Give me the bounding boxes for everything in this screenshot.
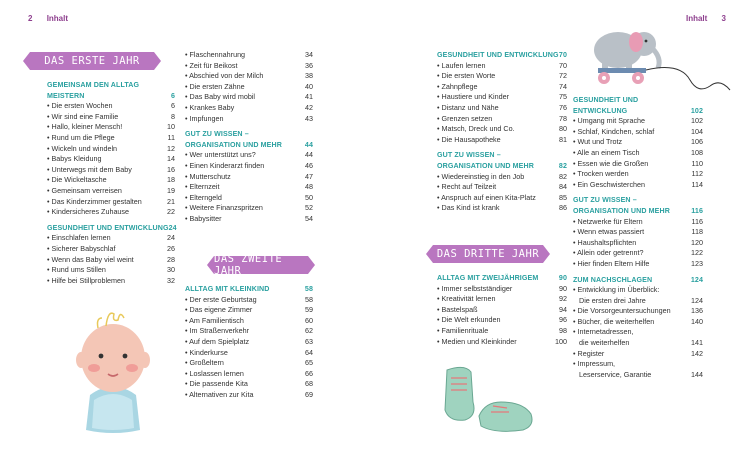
banner-third-year	[433, 245, 543, 263]
toc-entry-page: 58	[305, 294, 313, 304]
toc-entry-title: • Das Kinderzimmer gestalten	[47, 197, 142, 208]
toc-entry-page: 26	[167, 243, 175, 253]
toc-column-3	[437, 50, 567, 214]
toc-entry[interactable]	[185, 172, 313, 183]
toc-entry-title: • Distanz und Nähe	[437, 103, 499, 114]
toc-entry[interactable]	[185, 214, 313, 225]
toc-entry-title: • Mutterschutz	[185, 172, 231, 183]
toc-entry-title: die weiterhelfen	[579, 338, 630, 348]
section-heading[interactable]	[437, 50, 567, 61]
toc-entry-page: 21	[167, 196, 175, 206]
section-heading-line: ZUM NACHSCHLAGEN	[573, 275, 653, 284]
toc-entry-page: 98	[559, 325, 567, 335]
toc-entry-title: • Kindersicheres Zuhause	[47, 207, 129, 218]
toc-entry[interactable]	[573, 127, 703, 138]
toc-entry[interactable]	[573, 317, 703, 328]
toc-entry[interactable]	[47, 276, 175, 287]
toc-entry-title: • Babysitter	[185, 214, 221, 225]
toc-entry-page: 100	[555, 336, 567, 346]
toc-entry[interactable]	[437, 182, 567, 193]
banner-first-year	[30, 52, 154, 70]
toc-entry-title: • Die passende Kita	[185, 379, 248, 390]
toc-entry[interactable]	[185, 71, 313, 82]
toc-entry[interactable]	[573, 248, 703, 259]
section-heading[interactable]	[185, 129, 313, 150]
toc-entry-page: 94	[559, 304, 567, 314]
toc-entry[interactable]	[47, 154, 175, 165]
toc-entry-page: 6	[171, 101, 175, 111]
toc-entry-page: 76	[559, 102, 567, 112]
page-number: 3	[721, 14, 726, 23]
toc-entry[interactable]	[47, 144, 175, 155]
toc-entry-page: 118	[691, 227, 703, 237]
toc-entry[interactable]	[437, 103, 567, 114]
toc-entry[interactable]	[47, 186, 175, 197]
toc-entry-title: • Familienrituale	[437, 326, 488, 337]
toc-entry-title: • Loslassen lernen	[185, 369, 244, 380]
toc-entry-title: • Haustiere und Kinder	[437, 92, 509, 103]
toc-entry-page: 30	[167, 265, 175, 275]
toc-entry[interactable]	[47, 244, 175, 255]
toc-entry-title: • Medien und Kleinkinder	[437, 337, 517, 348]
section-heading-line: ALLTAG MIT ZWEIJÄHRIGEM	[437, 274, 539, 282]
toc-entry-title: • Am Familientisch	[185, 316, 244, 327]
toc-entry-page: 70	[559, 60, 567, 70]
toc-entry-title: • Weitere Finanzspritzen	[185, 203, 263, 214]
toc-entry-page: 112	[691, 169, 703, 179]
toc-entry[interactable]	[573, 349, 703, 360]
toc-entry-title: • Rund um die Pflege	[47, 133, 115, 144]
toc-entry-page: 90	[559, 283, 567, 293]
toc-column-2b	[185, 284, 313, 401]
toc-entry-title: • Zeit für Beikost	[185, 61, 237, 72]
toc-entry-title: Die ersten drei Jahre	[579, 295, 646, 305]
toc-entry[interactable]	[573, 327, 703, 338]
toc-entry-page: 18	[167, 175, 175, 185]
toc-entry[interactable]	[185, 369, 313, 380]
toc-entry-page: 59	[305, 305, 313, 315]
toc-entry[interactable]	[47, 112, 175, 123]
toc-entry-page: 86	[559, 203, 567, 213]
toc-entry-title: • Großeltern	[185, 358, 224, 369]
toc-entry-page: 80	[559, 124, 567, 134]
toc-entry-page: 102	[691, 116, 703, 126]
toc-entry[interactable]	[573, 259, 703, 270]
toc-entry[interactable]	[573, 227, 703, 238]
toc-entry-page: 106	[691, 137, 703, 147]
section-page: 58	[304, 285, 313, 293]
toc-entry-title: • Wenn das Baby viel weint	[47, 255, 134, 266]
toc-entry-title: • Die Wickeltasche	[47, 175, 107, 186]
toc-entry-title: • Recht auf Teilzeit	[437, 182, 496, 193]
header-title: Inhalt	[685, 14, 708, 23]
toc-entry-title: • Im Straßenverkehr	[185, 326, 249, 337]
toc-entry-page: 14	[167, 154, 175, 164]
section-page: 82	[558, 161, 567, 170]
toc-entry[interactable]	[437, 61, 567, 72]
toc-entry[interactable]	[437, 326, 567, 337]
toc-entry-page: 44	[305, 150, 313, 160]
toc-entry-title: • Unterwegs mit dem Baby	[47, 165, 132, 176]
toc-entry[interactable]	[47, 233, 175, 244]
section-heading-line: GEMEINSAM DEN ALLTAG	[47, 81, 140, 89]
section-heading[interactable]	[573, 275, 703, 286]
toc-entry-title: • Zahnpflege	[437, 82, 477, 93]
toc-entry-title: • Hier finden Eltern Hilfe	[573, 259, 649, 270]
toc-entry-title: • Rund ums Stillen	[47, 265, 106, 276]
toc-entry-title: • Einschlafen lernen	[47, 233, 111, 244]
toc-entry-page: 24	[167, 233, 175, 243]
page-number: 2	[28, 14, 33, 23]
toc-entry-page: 36	[305, 60, 313, 70]
section-heading[interactable]	[185, 284, 313, 295]
toc-entry-page: 41	[305, 92, 313, 102]
toc-entry[interactable]	[573, 159, 703, 170]
toc-entry-page: 34	[305, 50, 313, 59]
toc-column-1	[47, 80, 175, 286]
toc-entry[interactable]	[437, 92, 567, 103]
section-heading[interactable]	[573, 195, 703, 216]
toc-entry-page: 28	[167, 254, 175, 264]
toc-entry-page: 142	[691, 348, 703, 358]
toc-entry-page: 74	[559, 81, 567, 91]
toc-entry[interactable]	[437, 203, 567, 214]
toc-entry[interactable]	[437, 294, 567, 305]
toc-entry-page: 60	[305, 315, 313, 325]
toc-entry-page: 144	[691, 369, 703, 379]
toc-column-3b	[437, 273, 567, 347]
toc-entry[interactable]	[437, 172, 567, 183]
toc-entry-title: • Umgang mit Sprache	[573, 116, 645, 127]
banner-label: DAS ERSTE JAHR	[44, 55, 140, 67]
toc-entry[interactable]	[185, 337, 313, 348]
toc-entry-page: 124	[691, 295, 703, 305]
toc-entry-page: 85	[559, 192, 567, 202]
toc-entry[interactable]	[573, 296, 703, 307]
toc-entry-page: 43	[305, 113, 313, 123]
section-heading-line: GUT ZU WISSEN –	[437, 151, 501, 160]
toc-entry-page: 47	[305, 171, 313, 181]
toc-entry-page: 11	[167, 132, 175, 142]
toc-entry-title: • Wenn etwas passiert	[573, 227, 644, 238]
toc-entry-title: • Kinderkurse	[185, 348, 228, 359]
section-heading-line: ALLTAG MIT KLEINKIND	[185, 285, 270, 293]
toc-entry-title: • Trocken werden	[573, 169, 629, 180]
section-heading-line: GUT ZU WISSEN –	[185, 130, 249, 139]
toc-entry-page: 10	[167, 122, 175, 132]
toc-entry[interactable]	[185, 326, 313, 337]
toc-entry[interactable]	[573, 338, 703, 349]
toc-entry-page: 38	[305, 71, 313, 81]
toc-entry-page: 42	[305, 102, 313, 112]
toc-entry[interactable]	[573, 306, 703, 317]
toc-entry[interactable]	[437, 315, 567, 326]
toc-entry-title: • Anspruch auf einen Kita-Platz	[437, 193, 536, 204]
section-page: 70	[558, 51, 567, 59]
toc-entry[interactable]	[185, 82, 313, 93]
toc-entry[interactable]	[437, 114, 567, 125]
toc-entry-title: • Grenzen setzen	[437, 114, 492, 125]
toc-entry-title: • Alternativen zur Kita	[185, 390, 253, 401]
toc-entry-title: • Matsch, Dreck und Co.	[437, 124, 515, 135]
toc-entry[interactable]	[47, 197, 175, 208]
toc-entry[interactable]	[573, 180, 703, 191]
toc-entry[interactable]	[573, 137, 703, 148]
header-title: Inhalt	[46, 14, 69, 23]
toc-entry-page: 104	[691, 126, 703, 136]
toc-entry-page: 110	[691, 158, 703, 168]
toc-entry-page: 92	[559, 294, 567, 304]
section-heading[interactable]	[437, 273, 567, 284]
toc-entry-page: 96	[559, 315, 567, 325]
toc-entry[interactable]	[185, 358, 313, 369]
toc-entry-page	[699, 359, 703, 370]
elephant-toy-illustration	[580, 22, 740, 102]
toc-entry-page: 64	[305, 347, 313, 357]
toc-entry-page: 8	[171, 111, 175, 121]
toc-entry-title: • Die ersten Worte	[437, 71, 495, 82]
toc-entry-page: 82	[559, 171, 567, 181]
toc-entry[interactable]	[573, 148, 703, 159]
section-heading-line: GESUNDHEIT UND ENTWICKLUNG	[437, 51, 559, 59]
toc-entry-page: 48	[305, 182, 313, 192]
toc-entry[interactable]	[185, 203, 313, 214]
toc-entry-title: • Wir sind eine Familie	[47, 112, 118, 123]
toc-entry[interactable]	[47, 207, 175, 218]
toc-entry[interactable]	[437, 193, 567, 204]
toc-entry[interactable]	[185, 295, 313, 306]
toc-entry-page: 52	[305, 203, 313, 213]
toc-entry[interactable]	[185, 50, 313, 61]
toc-entry-title: • Impfungen	[185, 114, 223, 125]
toc-entry[interactable]	[437, 71, 567, 82]
section-heading-line: ORGANISATION UND MEHR	[573, 206, 670, 215]
section-page: 24	[168, 223, 177, 232]
right-page	[375, 0, 750, 450]
toc-entry[interactable]	[573, 116, 703, 127]
left-page-header	[28, 14, 68, 23]
toc-entry[interactable]	[437, 337, 567, 348]
toc-entry[interactable]	[47, 122, 175, 133]
toc-entry-page: 66	[305, 368, 313, 378]
section-page: 116	[691, 206, 703, 215]
toc-entry[interactable]	[185, 103, 313, 114]
toc-entry-title: • Krankes Baby	[185, 103, 234, 114]
toc-entry-title: • Elternzeit	[185, 182, 219, 193]
toc-entry[interactable]	[47, 101, 175, 112]
toc-entry-page: 62	[305, 326, 313, 336]
toc-entry[interactable]	[47, 133, 175, 144]
section-heading[interactable]	[47, 80, 175, 101]
toc-entry-title: • Internetadressen,	[573, 327, 633, 338]
toc-entry-page: 54	[305, 213, 313, 223]
section-heading-line: GESUNDHEIT UND ENTWICKLUNG	[47, 223, 169, 232]
toc-entry[interactable]	[185, 150, 313, 161]
toc-entry-title: • Die ersten Wochen	[47, 101, 113, 112]
toc-entry-title: • Bastelspaß	[437, 305, 477, 316]
toc-entry[interactable]	[47, 175, 175, 186]
toc-entry-page: 32	[167, 275, 175, 285]
section-page: 124	[690, 275, 703, 284]
toc-entry-page: 72	[559, 71, 567, 81]
toc-entry[interactable]	[573, 169, 703, 180]
toc-entry-page	[699, 327, 703, 338]
toc-entry-title: • Das eigene Zimmer	[185, 305, 252, 316]
toc-entry-title: • Wer unterstützt uns?	[185, 150, 256, 161]
toc-entry[interactable]	[437, 284, 567, 295]
toc-entry-page: 46	[305, 160, 313, 170]
toc-entry[interactable]	[185, 390, 313, 401]
toc-entry-title: • Die Hausapotheke	[437, 135, 501, 146]
section-heading-line: MEISTERN	[47, 91, 85, 100]
section-page: 102	[690, 106, 703, 115]
section-heading-line: ORGANISATION UND MEHR	[437, 161, 534, 170]
toc-entry-page: 141	[691, 338, 703, 348]
baby-shoes-illustration	[435, 360, 545, 440]
toc-entry[interactable]	[185, 182, 313, 193]
toc-entry-page: 136	[691, 306, 703, 316]
banner-label: DAS ZWEITE JAHR	[214, 253, 283, 277]
toc-entry-title: • Bücher, die weiterhelfen	[573, 317, 654, 328]
toc-entry-page: 63	[305, 336, 313, 346]
toc-entry[interactable]	[437, 135, 567, 146]
toc-entry[interactable]	[573, 370, 703, 381]
toc-entry-title: • Auf dem Spielplatz	[185, 337, 249, 348]
toc-entry-title: • Wut und Trotz	[573, 137, 622, 148]
toc-entry-title: • Kreativität lernen	[437, 294, 495, 305]
toc-entry[interactable]	[437, 124, 567, 135]
toc-entry-title: • Hilfe bei Stillproblemen	[47, 276, 125, 287]
toc-entry-title: • Netzwerke für Eltern	[573, 217, 643, 228]
toc-entry[interactable]	[185, 305, 313, 316]
toc-entry-page: 16	[167, 164, 175, 174]
toc-entry-title: • Sicherer Babyschlaf	[47, 244, 115, 255]
toc-entry-title: • Alle an einem Tisch	[573, 148, 639, 159]
toc-entry-title: • Wiedereinstieg in den Job	[437, 172, 524, 183]
toc-entry-page: 65	[305, 358, 313, 368]
toc-entry-title: • Laufen lernen	[437, 61, 485, 72]
toc-entry-title: • Der erste Geburtstag	[185, 295, 257, 306]
toc-entry-title: • Essen wie die Großen	[573, 159, 648, 170]
toc-entry-title: • Ein Geschwisterchen	[573, 180, 645, 191]
toc-entry-page: 140	[691, 316, 703, 326]
section-page: 90	[558, 274, 567, 282]
toc-entry-title: • Schlaf, Kindchen, schlaf	[573, 127, 654, 138]
toc-entry-page: 120	[691, 237, 703, 247]
toc-entry-page: 50	[305, 192, 313, 202]
toc-entry[interactable]	[47, 165, 175, 176]
banner-label: DAS DRITTE JAHR	[436, 248, 540, 260]
toc-entry-title: • Die Welt erkunden	[437, 315, 501, 326]
toc-entry[interactable]	[185, 114, 313, 125]
toc-entry-page: 22	[167, 207, 175, 217]
toc-entry-page: 75	[559, 92, 567, 102]
toc-column-2	[185, 50, 313, 225]
toc-entry[interactable]	[573, 238, 703, 249]
toc-entry-title: • Babys Kleidung	[47, 154, 101, 165]
toc-entry[interactable]	[185, 316, 313, 327]
toc-entry-page: 108	[691, 147, 703, 157]
toc-entry-page: 81	[559, 134, 567, 144]
toc-entry-page	[699, 285, 703, 296]
section-heading-line: ORGANISATION UND MEHR	[185, 140, 282, 149]
toc-entry-title: • Das Baby wird mobil	[185, 92, 255, 103]
toc-entry-page: 68	[305, 379, 313, 389]
toc-entry-title: • Hallo, kleiner Mensch!	[47, 122, 122, 133]
toc-entry[interactable]	[47, 255, 175, 266]
toc-entry-title: • Haushaltspflichten	[573, 238, 636, 249]
toc-entry-title: • Entwicklung im Überblick:	[573, 285, 659, 296]
toc-entry-title: • Wickeln und windeln	[47, 144, 117, 155]
toc-entry-page: 114	[691, 179, 703, 189]
toc-entry-page: 40	[305, 81, 313, 91]
section-page: 44	[304, 140, 313, 149]
toc-entry-title: • Allein oder getrennt?	[573, 248, 643, 259]
toc-entry-page: 116	[691, 216, 703, 226]
banner-second-year	[214, 253, 308, 277]
toc-entry-page: 78	[559, 113, 567, 123]
toc-column-4	[573, 95, 703, 380]
toc-entry-page: 123	[691, 258, 703, 268]
toc-entry[interactable]	[185, 379, 313, 390]
section-heading[interactable]	[437, 150, 567, 171]
toc-entry-title: • Die ersten Zähne	[185, 82, 245, 93]
toc-entry-title: • Register	[573, 349, 604, 360]
toc-entry-page: 19	[167, 185, 175, 195]
toc-entry-page: 122	[691, 248, 703, 258]
section-page: 6	[170, 91, 175, 100]
toc-entry-title: • Das Kind ist krank	[437, 203, 499, 214]
toc-entry-title: • Gemeinsam verreisen	[47, 186, 122, 197]
toc-entry-title: • Immer selbstständiger	[437, 284, 512, 295]
toc-entry[interactable]	[573, 217, 703, 228]
section-heading-line: ENTWICKLUNG	[573, 106, 628, 115]
section-heading[interactable]	[47, 223, 175, 234]
toc-entry-title: • Flaschennahrung	[185, 50, 245, 61]
toc-entry-title: • Abschied von der Milch	[185, 71, 263, 82]
toc-entry[interactable]	[185, 348, 313, 359]
toc-entry[interactable]	[185, 161, 313, 172]
toc-entry[interactable]	[573, 285, 703, 296]
baby-illustration	[68, 300, 158, 435]
section-heading-line: GUT ZU WISSEN –	[573, 196, 637, 205]
toc-entry[interactable]	[437, 305, 567, 316]
toc-entry[interactable]	[573, 359, 703, 370]
toc-entry-title: • Die Vorsorgeuntersuchungen	[573, 306, 671, 317]
toc-entry[interactable]	[185, 61, 313, 72]
section-heading-line: GESUNDHEIT UND	[573, 96, 639, 104]
toc-entry[interactable]	[47, 265, 175, 276]
toc-entry-page: 69	[305, 389, 313, 399]
toc-entry[interactable]	[437, 82, 567, 93]
toc-entry-title: • Impressum,	[573, 359, 615, 370]
toc-entry-page: 84	[559, 182, 567, 192]
toc-entry[interactable]	[185, 193, 313, 204]
toc-entry-title: • Einen Kinderarzt finden	[185, 161, 264, 172]
toc-entry-page: 12	[167, 143, 175, 153]
toc-entry-title: Leserservice, Garantie	[579, 369, 652, 379]
toc-entry[interactable]	[185, 92, 313, 103]
toc-entry-title: • Elterngeld	[185, 193, 222, 204]
